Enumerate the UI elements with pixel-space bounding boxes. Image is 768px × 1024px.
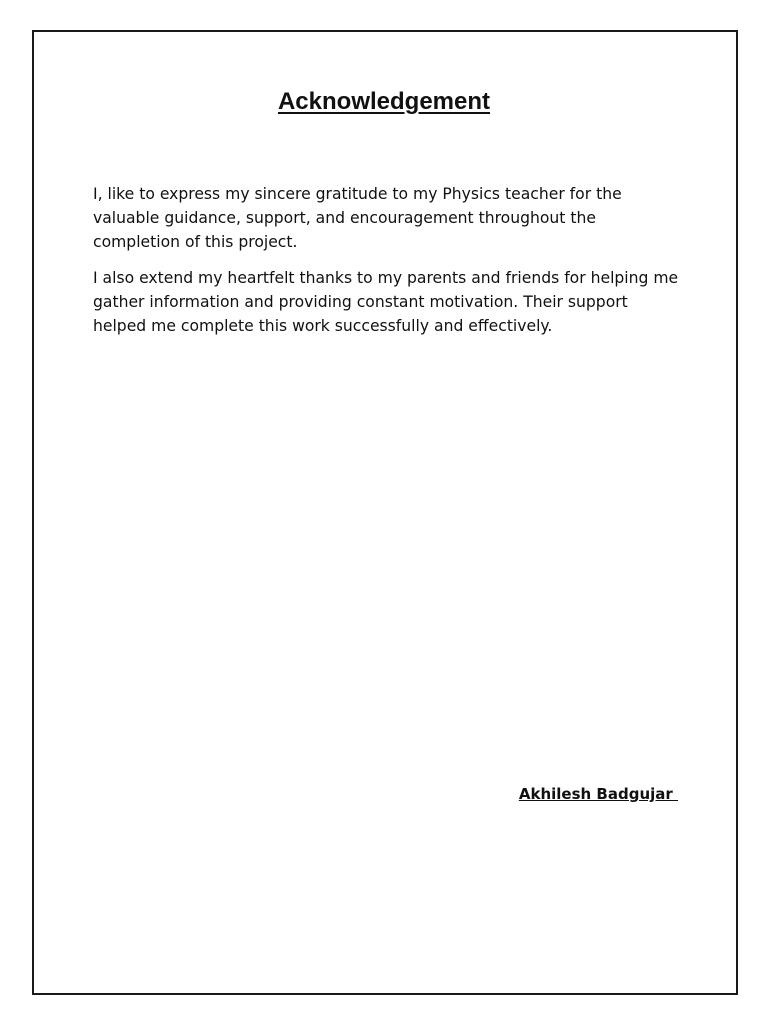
body-text [93, 182, 683, 350]
page-title-text: Acknowledgement [277, 88, 491, 115]
page-title [0, 88, 768, 116]
signature-name: Akhilesh Badgujar [518, 785, 678, 803]
page-border [32, 30, 738, 995]
paragraph-2: I also extend my heartfelt thanks to my parents and friends for helping me gather information and providing constant motivation. Their support helped me complete this work successfully and effectively. [93, 269, 679, 335]
paragraph-1: I, like to express my sincere gratitude to my Physics teacher for the valuable guidance, support, and encouragement throughout the completion of this project. [93, 185, 622, 251]
